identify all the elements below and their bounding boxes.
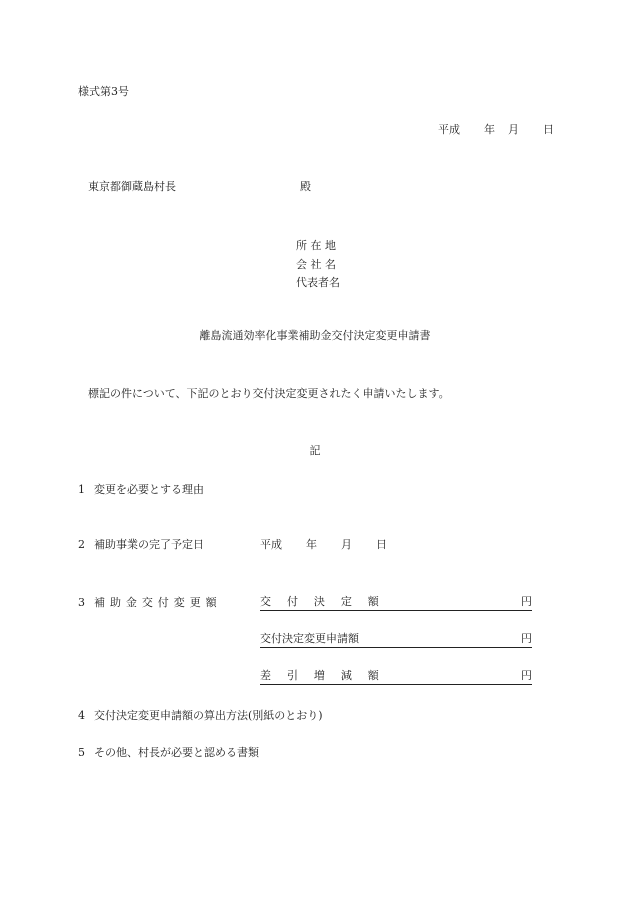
item-2-number: 2	[78, 538, 85, 551]
item-2-text: 補助事業の完了予定日	[94, 538, 204, 551]
amount-row-change-request	[260, 632, 532, 648]
company-name-label: 会 社 名	[296, 257, 336, 271]
amount-unit: 円	[521, 595, 532, 608]
item-4-text: 交付決定変更申請額の算出方法(別紙のとおり)	[94, 709, 323, 722]
completion-date-year: 年	[306, 538, 317, 551]
item-5-number: 5	[78, 746, 85, 759]
body-text: 標記の件について、下記のとおり交付決定変更されたく申請いたします。	[88, 387, 450, 400]
amount-unit: 円	[521, 632, 532, 645]
amount-row-label: 差引増減額	[260, 669, 395, 682]
amount-row-difference	[260, 669, 532, 685]
addressee: 東京都御蔵島村長	[88, 180, 176, 193]
item-3-text: 補助金交付変更額	[94, 596, 222, 609]
item-5	[78, 746, 259, 760]
honorific: 殿	[300, 180, 311, 193]
item-3-number: 3	[78, 596, 85, 609]
item-1	[78, 483, 204, 497]
form-number: 様式第3号	[78, 85, 129, 98]
item-3	[78, 596, 222, 610]
item-5-text: その他、村長が必要と認める書類	[94, 746, 259, 759]
completion-date-era: 平成	[260, 538, 282, 551]
item-4	[78, 709, 323, 723]
submission-date	[438, 123, 554, 137]
completion-date	[260, 538, 387, 552]
item-4-number: 4	[78, 709, 85, 722]
date-month: 月	[508, 123, 519, 136]
amount-row-label: 交付決定変更申請額	[260, 632, 359, 645]
item-1-number: 1	[78, 483, 85, 496]
document-title: 離島流通効率化事業補助金交付決定変更申請書	[199, 329, 431, 342]
item-1-text: 変更を必要とする理由	[94, 483, 204, 496]
address-label: 所 在 地	[296, 239, 336, 252]
completion-date-month: 月	[341, 538, 352, 551]
applicant-block	[296, 237, 340, 293]
amount-row-label: 交付決定額	[260, 595, 395, 608]
ki-heading: 記	[309, 444, 321, 457]
amount-row-decided	[260, 595, 532, 611]
representative-label: 代表者名	[296, 276, 340, 289]
date-day: 日	[543, 123, 554, 136]
completion-date-day: 日	[376, 538, 387, 551]
item-2	[78, 538, 204, 552]
amount-unit: 円	[521, 669, 532, 682]
date-era: 平成	[438, 123, 460, 136]
date-year: 年	[484, 123, 495, 136]
